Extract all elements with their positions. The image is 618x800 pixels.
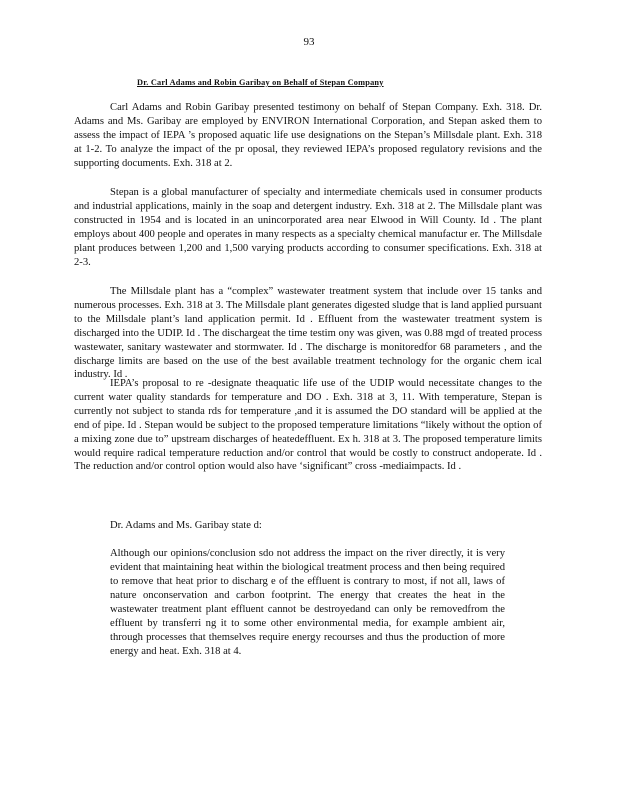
section-heading: Dr. Carl Adams and Robin Garibay on Behalf of Stepan Company xyxy=(137,78,384,87)
paragraph-1: Carl Adams and Robin Garibay presented testimony on behalf of Stepan Company. Exh. 318. Dr. Adams and Ms. Garibay are employed by ENVIRON International Corporation, and Stepan asked them to assess the impact of IEPA ’s proposed aquatic life use designations on the Stepan’s Millsdale plant. Exh. 318 at 1-2. To analyze the impact of the pr oposal, they reviewed IEPA’s proposed regulatory revisions and the supporting documents. Exh. 318 at 2. xyxy=(74,102,542,169)
page-number: 93 xyxy=(303,36,315,48)
paragraph-4: IEPA’s proposal to re -designate theaquatic life use of the UDIP would necessitate changes to the current water quality standards for temperature and DO . Exh. 318 at 3, 11. With temperature, Stepan is currently not subject to standa rds for temperature ,and it is assumed the DO standard will be applied at the end of pipe. Id . Stepan would be subject to the proposed temperature limitations “likely without the option of a mixing zone due to” upstream discharges of heatedeffluent. Ex h. 318 at 3. The proposed temperature limits would require radical temperature reduction and/or control that would be costly to construct andoperate. Id . The reduction and/or control option would also have ‘significant” cross -mediaimpacts. Id . xyxy=(74,378,542,473)
paragraph-2: Stepan is a global manufacturer of specialty and intermediate chemicals used in consumer products and industrial applications, mainly in the soap and detergent industry. Exh. 318 at 2. The Millsdale plant was constructed in 1954 and is located in an unincorporated area near Elwood in Will County. Id . The plant employs about 400 people and operates in many respects as a specialty chemical manufactur er. The Millsdale plant produces between 1,200 and 1,500 varying products according to consumer specifications. Exh. 318 at 2-3. xyxy=(74,187,542,268)
block-quote: Although our opinions/conclusion sdo not address the impact on the river directly, it is very evident that maintaining heat within the biological treatment process and then being required to remove that heat prior to discharg e of the effluent is contrary to most, if not all, laws of nature onconservation and carbon footprint. The energy that creates the heat in the wastewater treatment plant effluent cannot be destroyedand can only be removedfrom the effluent by transferri ng it to some other environmental media, for example ambient air, through processes that themselves require energy recourses and thus the production of more energy and heat. Exh. 318 at 4. xyxy=(110,548,505,657)
quote-intro: Dr. Adams and Ms. Garibay state d: xyxy=(110,520,262,531)
paragraph-3: The Millsdale plant has a “complex” wastewater treatment system that include over 15 tanks and numerous processes. Exh. 318 at 3. The Millsdale plant generates digested sludge that is land applied pursuant to the Millsdale plant’s land application permit. Id . Effluent from the wastewater treatment system is discharged into the UDIP. Id . The dischargeat the time testim ony was given, was 0.88 mgd of treated process wastewater, sanitary wastewater and stormwater. Id . The discharge is monitoredfor 68 parameters , and the discharge limits are based on the use of the best available treatment technology for the organic chem ical industry. Id . xyxy=(74,286,542,381)
